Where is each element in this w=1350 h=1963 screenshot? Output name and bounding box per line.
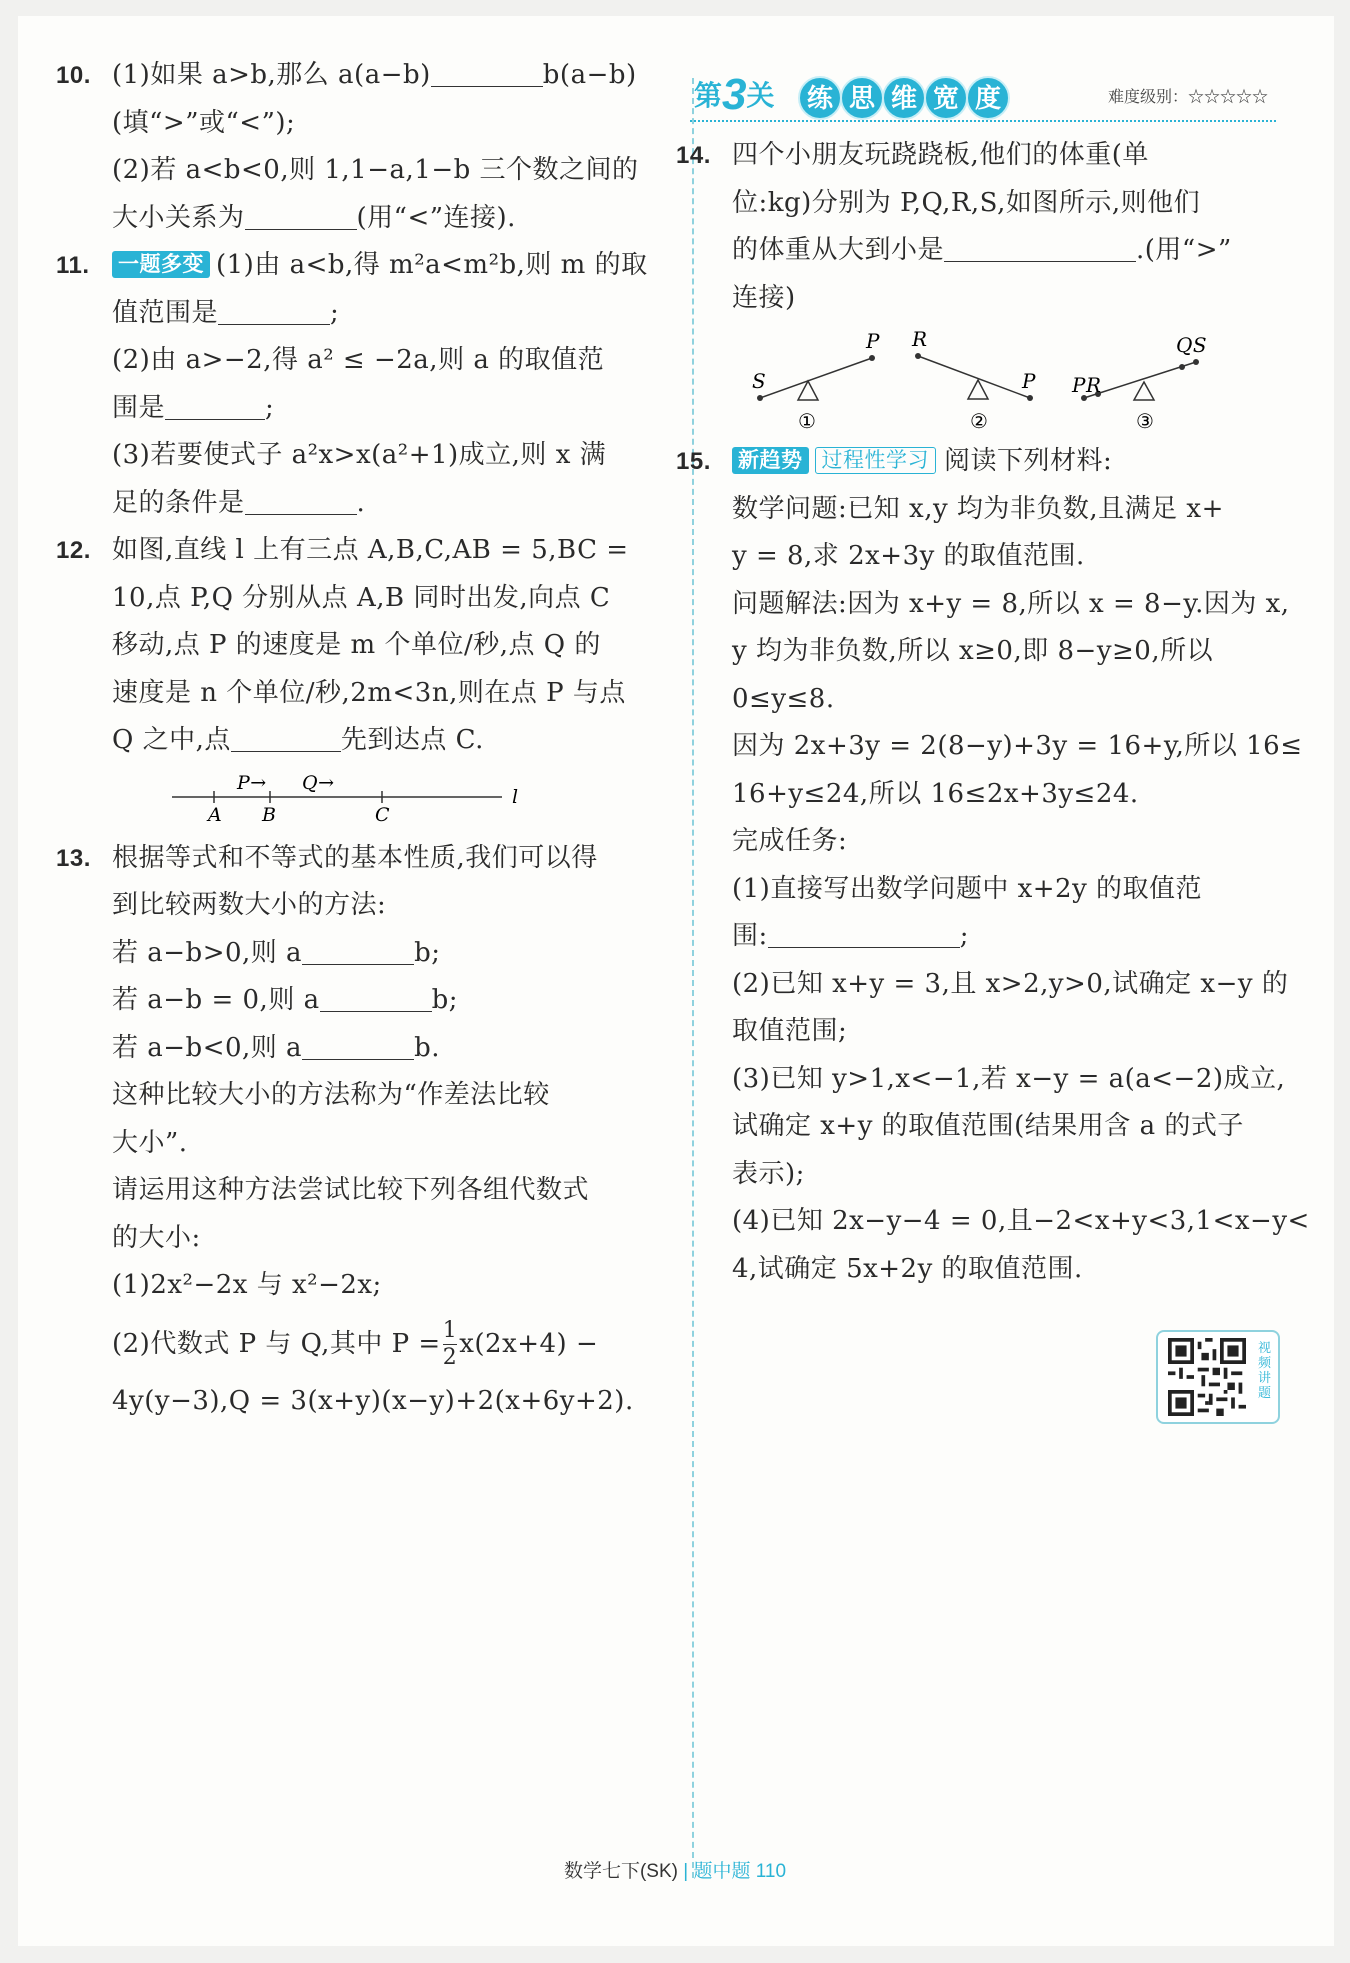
q12-text: 如图,直线 l 上有三点 A,B,C,AB = 5,BC = bbox=[112, 535, 629, 565]
q12-text: 10,点 P,Q 分别从点 A,B 同时出发,向点 C bbox=[112, 582, 611, 613]
q13-text: b; bbox=[431, 985, 458, 1015]
q11-text: 足的条件是 bbox=[112, 487, 245, 518]
q14-text: 四个小朋友玩跷跷板,他们的体重(单 bbox=[732, 140, 1149, 170]
q15-text: 围: bbox=[732, 921, 768, 951]
fraction-denominator: 2 bbox=[442, 1345, 458, 1370]
section-title-char: 宽 bbox=[924, 76, 968, 120]
answer-blank[interactable] bbox=[218, 294, 330, 325]
q11-text: ; bbox=[265, 392, 275, 423]
seesaw-2-number: ② bbox=[970, 409, 989, 433]
q15-text: (4)已知 2x−y−4 = 0,且−2<x+y<3,1<x−y< bbox=[732, 1206, 1310, 1236]
level-prefix: 第 bbox=[694, 80, 723, 111]
q14-text: 连接) bbox=[732, 282, 796, 313]
seesaw-2-board bbox=[918, 356, 1030, 398]
q13-text: b; bbox=[414, 937, 441, 968]
q13-text: 请运用这种方法尝试比较下列各组代数式 bbox=[112, 1175, 590, 1205]
q13-text: 若 a−b>0,则 a bbox=[112, 937, 303, 968]
section-title-char: 练 bbox=[798, 76, 842, 120]
qr-code-icon bbox=[1168, 1338, 1246, 1416]
q12-text: 先到达点 C. bbox=[340, 725, 484, 755]
seesaw-3-left-label: PR bbox=[1072, 373, 1102, 397]
question-number: 10. bbox=[56, 62, 91, 89]
header-rule bbox=[690, 120, 1276, 122]
q15-text: 试确定 x+y 的取值范围(结果用含 a 的式子 bbox=[732, 1111, 1244, 1141]
q14-text: 的体重从大到小是 bbox=[732, 235, 945, 265]
point-c-label: C bbox=[375, 803, 391, 826]
seesaw-2-fulcrum bbox=[968, 380, 988, 399]
section-title bbox=[798, 76, 1008, 120]
seesaw-2-right-end bbox=[1027, 395, 1033, 401]
seesaw-2-left-end bbox=[915, 353, 921, 359]
seesaw-1-number: ① bbox=[798, 409, 817, 433]
question-number: 14. bbox=[676, 142, 711, 169]
trend-tag: 新趋势 bbox=[732, 447, 809, 474]
q13-text: (2)代数式 P 与 Q,其中 P = bbox=[112, 1328, 441, 1359]
q11-text: 值范围是 bbox=[112, 297, 219, 328]
q15-text: (1)直接写出数学问题中 x+2y 的取值范 bbox=[732, 873, 1203, 904]
level-suffix: 关 bbox=[746, 80, 775, 111]
q12-text: 移动,点 P 的速度是 m 个单位/秒,点 Q 的 bbox=[112, 630, 601, 660]
q15-text: 4,试确定 5x+2y 的取值范围. bbox=[732, 1253, 1083, 1284]
variant-tag: 一题多变 bbox=[112, 251, 210, 278]
page-number: 110 bbox=[755, 1861, 787, 1882]
answer-blank[interactable] bbox=[231, 721, 341, 752]
q13-text: 的大小: bbox=[112, 1222, 201, 1253]
level-number: 3 bbox=[722, 70, 747, 119]
seesaw-3-right-label: QS bbox=[1176, 333, 1208, 357]
answer-blank[interactable] bbox=[245, 199, 357, 230]
section-header bbox=[676, 72, 1276, 122]
q12-text: Q 之中,点 bbox=[112, 725, 231, 755]
qr-caption: 视频讲题 bbox=[1258, 1340, 1272, 1400]
q10-text: (1)如果 a>b,那么 a(a−b) bbox=[112, 60, 431, 90]
seesaw-1-left-end bbox=[757, 395, 763, 401]
page-footer bbox=[0, 1856, 1350, 1883]
q15-text: 表示); bbox=[732, 1158, 805, 1189]
fraction-numerator: 1 bbox=[442, 1318, 458, 1343]
left-column bbox=[56, 52, 656, 1425]
question-number: 12. bbox=[56, 537, 91, 564]
q13-text: (1)2x²−2x 与 x²−2x; bbox=[112, 1270, 382, 1300]
question-14 bbox=[676, 132, 1276, 436]
q13-text: b. bbox=[414, 1032, 440, 1063]
answer-blank[interactable] bbox=[302, 1029, 414, 1060]
book-title: 数学七下(SK) bbox=[563, 1861, 678, 1882]
q13-text: 到比较两数大小的方法: bbox=[112, 890, 387, 920]
question-15 bbox=[676, 438, 1310, 1293]
line-l-label: l bbox=[512, 785, 519, 808]
seesaw-2-left-label: R bbox=[912, 327, 928, 351]
q13-text: 若 a−b = 0,则 a bbox=[112, 985, 320, 1015]
q15-text: 阅读下列材料: bbox=[944, 446, 1113, 476]
q13-text: 根据等式和不等式的基本性质,我们可以得 bbox=[112, 842, 598, 873]
q10-text: b(a−b) bbox=[542, 60, 637, 90]
q15-text: (2)已知 x+y = 3,且 x>2,y>0,试确定 x−y 的 bbox=[732, 968, 1289, 999]
q13-text: 4y(y−3),Q = 3(x+y)(x−y)+2(x+6y+2). bbox=[112, 1385, 634, 1416]
q14-text: .(用“>” bbox=[1136, 235, 1232, 265]
point-b-label: B bbox=[262, 803, 277, 826]
q10-text: (填“>”或“<”); bbox=[112, 107, 296, 138]
series-name: 题中题 bbox=[693, 1861, 751, 1882]
q13-text: x(2x+4) − bbox=[459, 1328, 599, 1359]
q15-text: 因为 2x+3y = 2(8−y)+3y = 16+y,所以 16≤ bbox=[732, 731, 1303, 761]
q15-text: 0≤y≤8. bbox=[732, 683, 835, 714]
q11-text: 围是 bbox=[112, 392, 166, 423]
q15-text: y = 8,求 2x+3y 的取值范围. bbox=[732, 541, 1085, 571]
point-p-label: P→ bbox=[237, 771, 267, 794]
point-q-label: Q→ bbox=[302, 771, 335, 794]
answer-blank[interactable] bbox=[768, 917, 960, 948]
q11-text: (1)由 a<b,得 m²a<m²b,则 m 的取 bbox=[216, 250, 648, 280]
q15-text: ; bbox=[959, 921, 970, 951]
seesaw-3-fulcrum bbox=[1134, 382, 1154, 400]
answer-blank[interactable] bbox=[245, 484, 357, 515]
q11-text: (3)若要使式子 a²x>x(a²+1)成立,则 x 满 bbox=[112, 440, 607, 470]
seesaw-3-right-end-2 bbox=[1193, 359, 1199, 365]
seesaw-figure bbox=[732, 326, 1272, 436]
difficulty-rating: 难度级别：☆☆☆☆☆ bbox=[1107, 89, 1268, 106]
answer-blank[interactable] bbox=[302, 934, 414, 965]
video-qr-card[interactable] bbox=[1156, 1330, 1280, 1424]
level-title bbox=[694, 72, 775, 119]
question-12 bbox=[56, 527, 656, 829]
q15-text: (3)已知 y>1,x<−1,若 x−y = a(a<−2)成立, bbox=[732, 1063, 1286, 1094]
q14-text: 位:kg)分别为 P,Q,R,S,如图所示,则他们 bbox=[732, 187, 1201, 218]
section-title-char: 维 bbox=[882, 76, 926, 120]
q12-text: 速度是 n 个单位/秒,2m<3n,则在点 P 与点 bbox=[112, 677, 626, 708]
seesaw-3-right-end-1 bbox=[1179, 364, 1185, 370]
section-title-char: 度 bbox=[966, 76, 1010, 120]
question-10 bbox=[56, 52, 656, 242]
q13-text: 这种比较大小的方法称为“作差法比较 bbox=[112, 1080, 550, 1110]
q10-text: (用“<”连接). bbox=[356, 202, 516, 233]
question-13 bbox=[56, 835, 656, 1426]
q15-text: 问题解法:因为 x+y = 8,所以 x = 8−y.因为 x, bbox=[732, 588, 1290, 619]
footer-separator: | bbox=[683, 1861, 689, 1882]
seesaw-1-right-end bbox=[869, 355, 875, 361]
q15-text: y 均为非负数,所以 x≥0,即 8−y≥0,所以 bbox=[732, 636, 1214, 666]
process-learning-tag: 过程性学习 bbox=[815, 447, 937, 474]
question-number: 11. bbox=[56, 252, 90, 279]
answer-blank[interactable] bbox=[320, 981, 432, 1012]
q11-text: . bbox=[356, 487, 366, 518]
number-line-figure bbox=[112, 769, 652, 829]
question-11 bbox=[56, 242, 656, 527]
section-title-char: 思 bbox=[840, 76, 884, 120]
q11-text: (2)由 a>−2,得 a² ≤ −2a,则 a 的取值范 bbox=[112, 345, 605, 375]
fraction bbox=[443, 1318, 458, 1371]
question-number: 13. bbox=[56, 844, 91, 872]
q15-text: 16+y≤24,所以 16≤2x+3y≤24. bbox=[732, 778, 1139, 809]
seesaw-1-left-label: S bbox=[752, 369, 767, 393]
point-a-label: A bbox=[208, 803, 223, 826]
seesaw-1-board bbox=[760, 358, 872, 398]
q10-text: 大小关系为 bbox=[112, 202, 245, 233]
answer-blank[interactable] bbox=[165, 389, 265, 420]
answer-blank[interactable] bbox=[431, 56, 543, 87]
q10-text: (2)若 a<b<0,则 1,1−a,1−b 三个数之间的 bbox=[112, 155, 639, 185]
q15-text: 完成任务: bbox=[732, 826, 848, 856]
seesaw-2-right-label: P bbox=[1022, 369, 1036, 393]
q11-text: ; bbox=[330, 297, 340, 328]
answer-blank[interactable] bbox=[944, 231, 1136, 262]
q13-text: 若 a−b<0,则 a bbox=[112, 1032, 303, 1063]
q13-text: 大小”. bbox=[112, 1127, 188, 1158]
question-number: 15. bbox=[676, 448, 711, 475]
q15-text: 数学问题:已知 x,y 均为非负数,且满足 x+ bbox=[732, 493, 1224, 524]
seesaw-1-right-label: P bbox=[866, 329, 880, 353]
seesaw-3-number: ③ bbox=[1136, 409, 1155, 433]
q15-text: 取值范围; bbox=[732, 1016, 848, 1046]
right-column bbox=[676, 132, 1310, 1293]
